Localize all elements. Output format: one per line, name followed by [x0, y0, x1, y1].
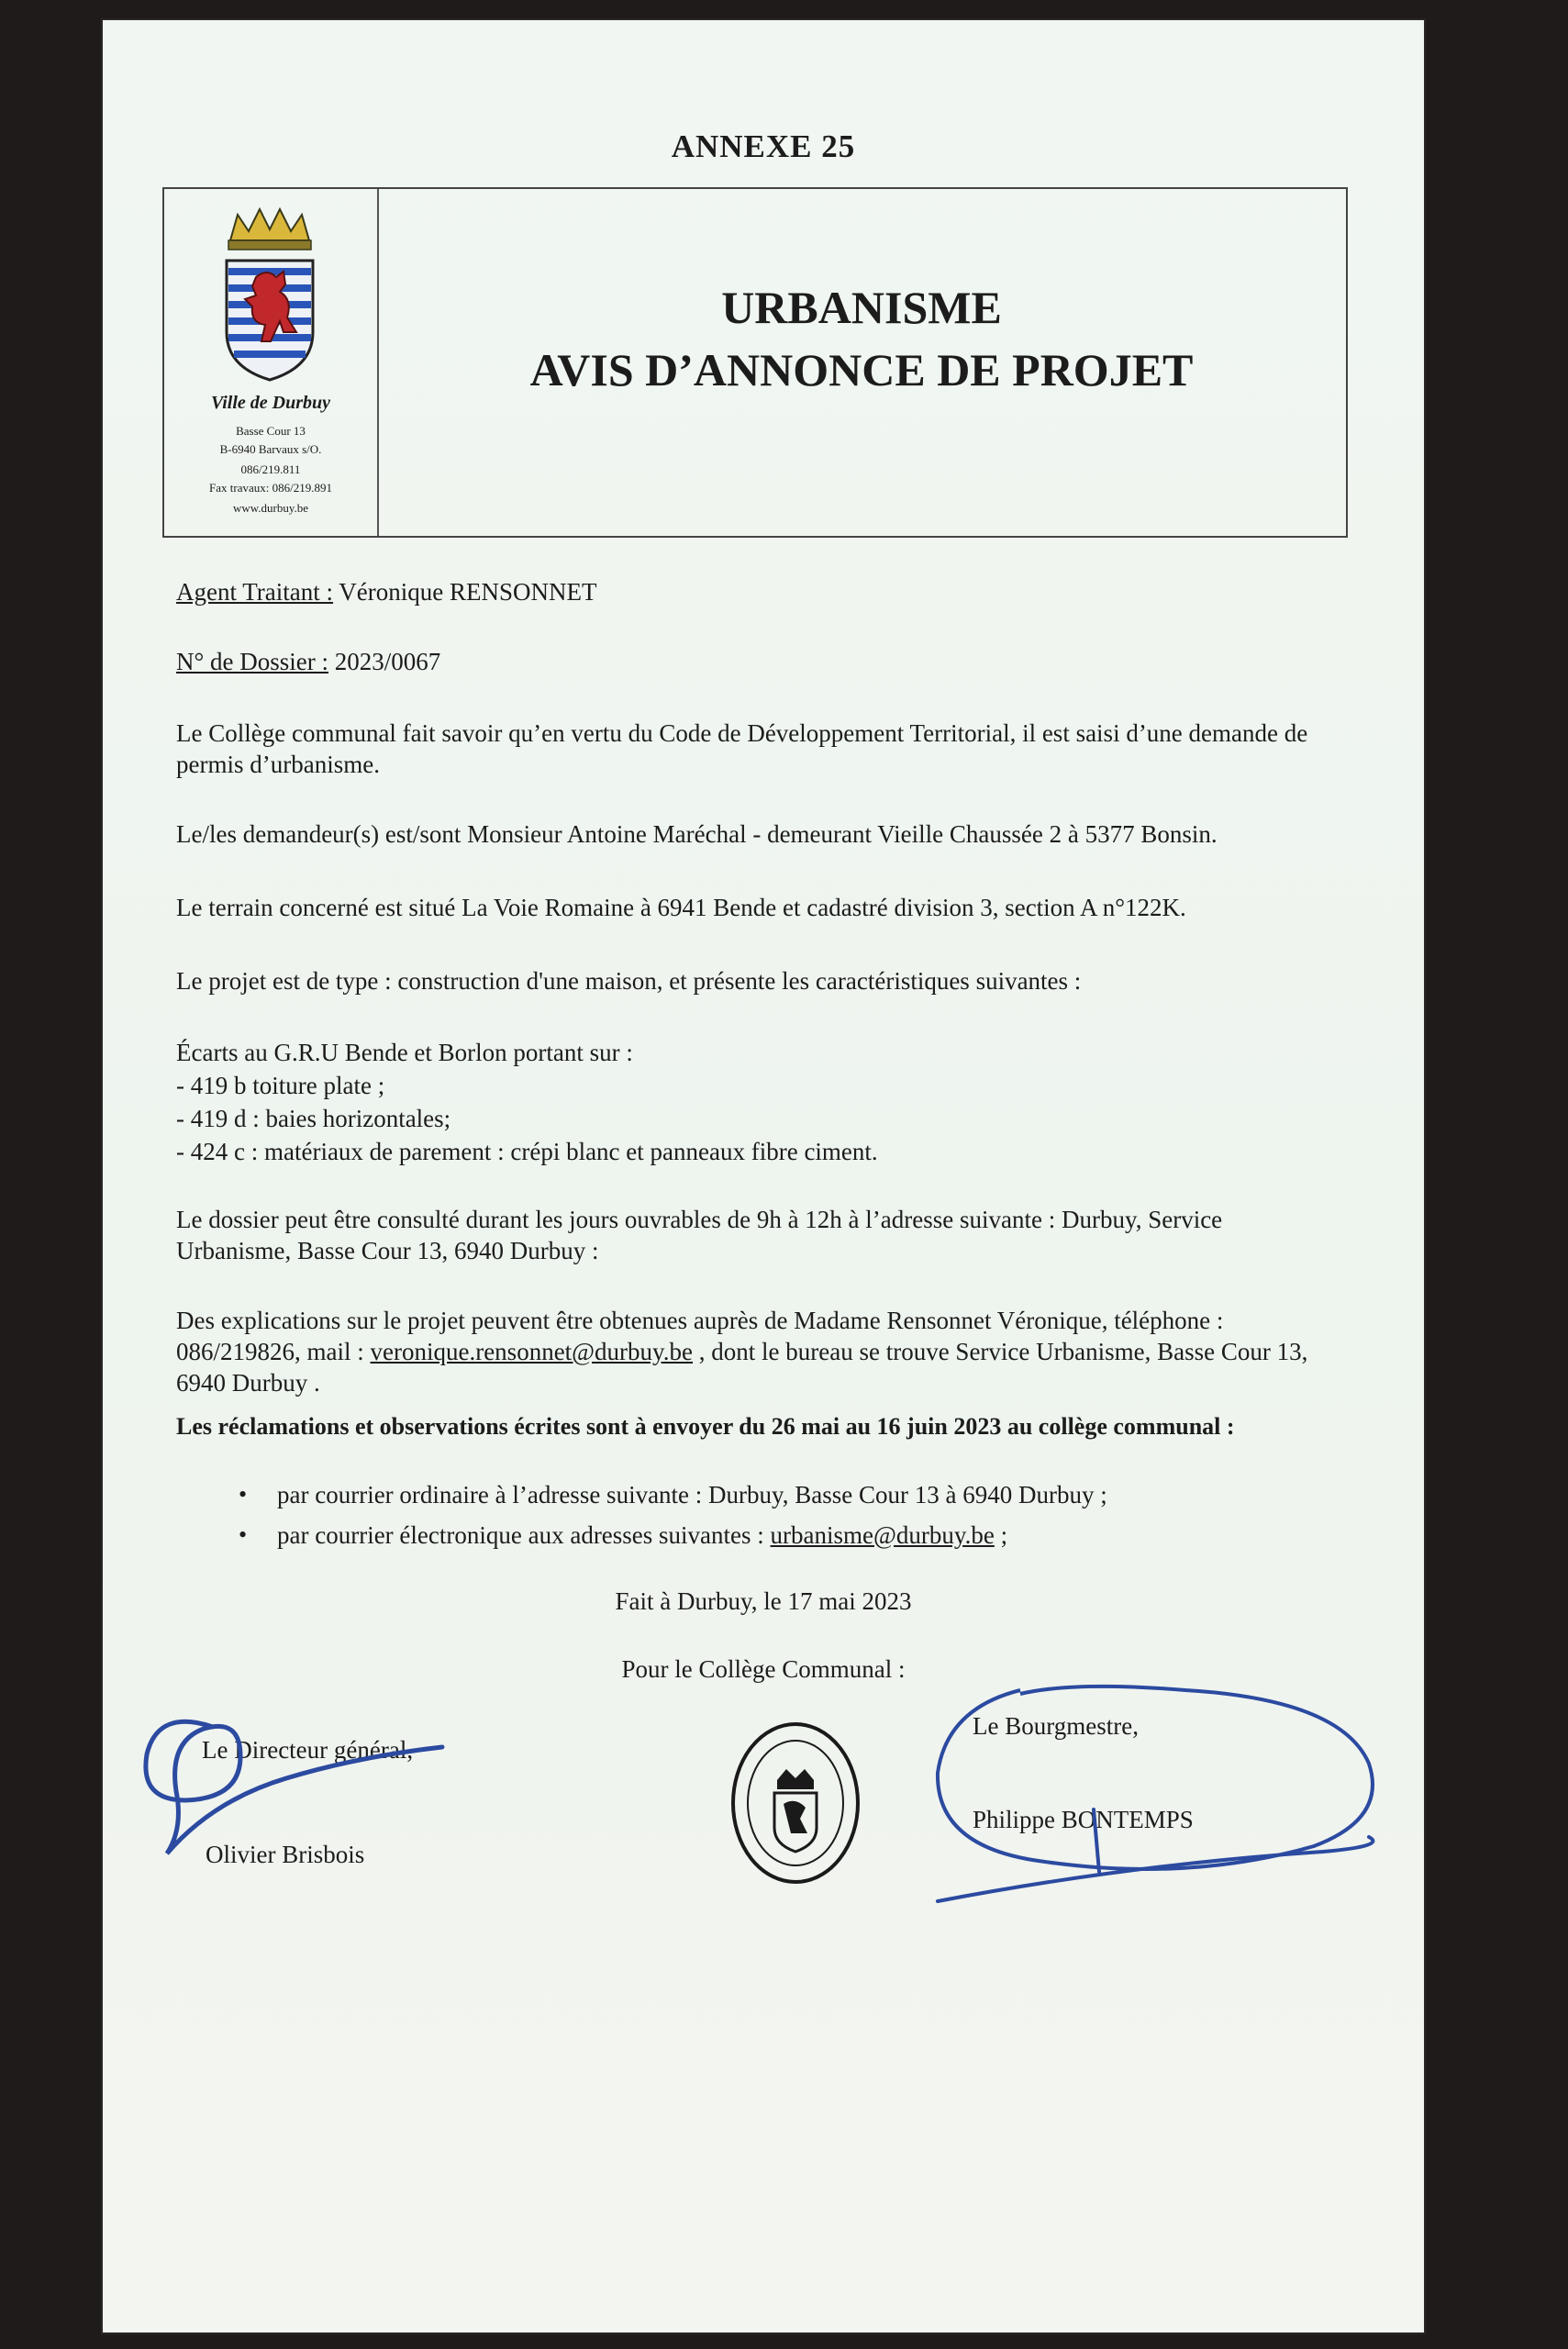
- complaints-paragraph: Les réclamations et observations écrites sont à envoyer du 26 mai au 16 juin 2023 au collège communal :: [176, 1413, 1235, 1440]
- land-paragraph: Le terrain concerné est situé La Voie Romaine à 6941 Bende et cadastré division 3, section A n°122K.: [176, 894, 1186, 921]
- mayor-title: Le Bourgmestre,: [973, 1712, 1139, 1740]
- logo-city-name: Ville de Durbuy: [210, 393, 330, 413]
- logo-address-1: Basse Cour 13: [236, 424, 306, 438]
- urbanisme-email-link[interactable]: urbanisme@durbuy.be: [770, 1521, 995, 1549]
- municipal-stamp-icon: [727, 1716, 864, 1890]
- dossier-label: N° de Dossier :: [176, 648, 329, 675]
- dossier-line: [176, 646, 1341, 677]
- explanations-text: Des explications sur le projet peuvent être obtenues auprès de Madame Rensonnet Véronique, téléphone : 086/219826, mail :: [176, 1307, 1224, 1365]
- deviation-item: - 424 c : matériaux de parement : crépi blanc et panneaux fibre ciment.: [176, 1138, 878, 1165]
- logo-address-2: B-6940 Barvaux s/O.: [219, 442, 322, 456]
- explanations-paragraph: [176, 1305, 1332, 1398]
- deviation-item: - 419 d : baies horizontales;: [176, 1105, 451, 1132]
- deviations-title: Écarts au G.R.U Bende et Borlon portant sur :: [176, 1039, 633, 1066]
- logo-fax: Fax travaux: 086/219.891: [209, 481, 332, 495]
- bullet-item-email: [277, 1520, 1332, 1551]
- director-name: Olivier Brisbois: [206, 1841, 365, 1868]
- on-behalf-line: Pour le Collège Communal :: [621, 1655, 906, 1683]
- bullet-email-text: par courrier électronique aux adresses suivantes :: [277, 1521, 764, 1549]
- explanations-text-end: , dont le bureau se trouve Service Urbanisme, Basse Cour 13, 6940 Durbuy .: [176, 1338, 1308, 1397]
- dossier-value: 2023/0067: [334, 648, 441, 675]
- header-box: [162, 187, 1348, 538]
- bullet-icon: •: [239, 1521, 248, 1548]
- intro-paragraph: Le Collège communal fait savoir qu’en vertu du Code de Développement Territorial, il est saisi d’une demande de permis d’urbanisme.: [176, 719, 1308, 778]
- agent-label: Agent Traitant :: [176, 578, 334, 606]
- logo-phone: 086/219.811: [240, 462, 301, 476]
- mayor-name: Philippe BONTEMPS: [973, 1806, 1194, 1833]
- agent-email-link[interactable]: veronique.rensonnet@durbuy.be: [370, 1338, 694, 1365]
- bullet-icon: •: [239, 1481, 248, 1508]
- agent-line: [176, 576, 1341, 607]
- coat-of-arms-icon: [219, 204, 320, 387]
- deviation-item: - 419 b toiture plate ;: [176, 1072, 385, 1099]
- project-paragraph: Le projet est de type : construction d'une maison, et présente les caractéristiques suivantes :: [176, 967, 1082, 995]
- notice-sheet: [103, 20, 1424, 2332]
- title-cell: [377, 189, 1346, 536]
- annexe-label: ANNEXE 25: [671, 128, 856, 164]
- bullet-email-end: ;: [1000, 1521, 1008, 1549]
- director-title: Le Directeur général,: [202, 1736, 414, 1764]
- bullet-item-mail: par courrier ordinaire à l’adresse suivante : Durbuy, Basse Cour 13 à 6940 Durbuy ;: [277, 1481, 1107, 1508]
- agent-value: Véronique RENSONNET: [339, 578, 597, 606]
- place-date: Fait à Durbuy, le 17 mai 2023: [615, 1587, 912, 1615]
- page-title: URBANISME: [721, 282, 1002, 333]
- consultation-paragraph: Le dossier peut être consulté durant les jours ouvrables de 9h à 12h à l’adresse suivante : Durbuy, Service Urbanisme, Basse Cour 13, 6940 Durbuy :: [176, 1206, 1223, 1264]
- applicant-paragraph: Le/les demandeur(s) est/sont Monsieur Antoine Maréchal - demeurant Vieille Chaussée 2 à 5377 Bonsin.: [176, 820, 1218, 848]
- page-subtitle: AVIS D’ANNONCE DE PROJET: [529, 344, 1194, 395]
- logo-website: www.durbuy.be: [232, 501, 309, 515]
- municipal-logo: [164, 189, 379, 536]
